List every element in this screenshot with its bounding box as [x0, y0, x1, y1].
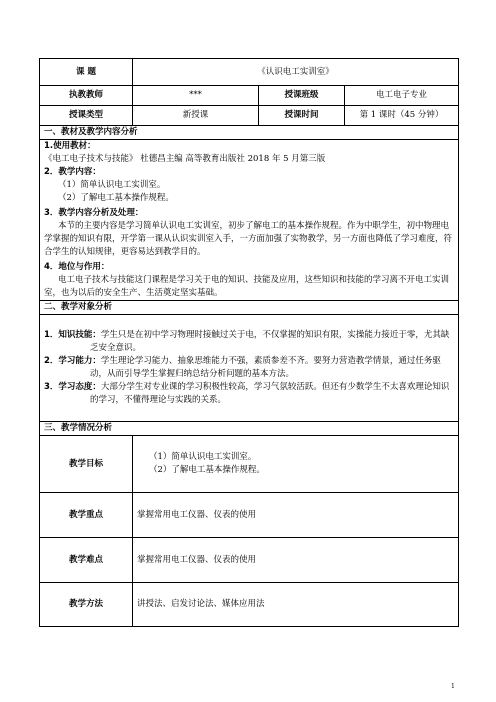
method-row [40, 583, 459, 627]
section-3-heading-row [40, 422, 459, 436]
role-heading: 4．地位与作用： [44, 262, 110, 272]
goal-label: 教学目标 [40, 436, 133, 493]
analysis-heading: 3．教学内容分析及处理： [44, 208, 144, 218]
learning-attitude-text: 大部分学生对专业课的学习积极性较高，学习气氛较活跃。但还有少数学生不太喜欢理论知识的学习，不懂得理论与实践的关系。 [90, 382, 450, 405]
difficulty-row [40, 538, 459, 583]
difficulty-value: 掌握常用电工仪器、仪表的使用 [133, 538, 459, 583]
page-number: 1 [451, 683, 455, 690]
learning-attitude-item [44, 381, 454, 407]
difficulty-label: 教学难点 [40, 538, 133, 583]
section-1-body [40, 140, 459, 301]
role-paragraph: 电工电子技术与技能这门课程是学习关于电的知识、技能及应用，这些知识和技能的学习离不开电工实训室，也为以后的安全生产、生活奠定坚实基础。 [44, 275, 450, 298]
teacher-label: 执教教师 [40, 86, 133, 106]
teacher-row [40, 86, 459, 106]
method-label: 教学方法 [40, 583, 133, 627]
knowledge-skill-label: 1．知识技能： [44, 330, 101, 340]
course-title: 《认识电工实训室》 [133, 59, 459, 86]
content-item-2: （2）了解电工基本操作规程。 [58, 193, 174, 203]
teacher-value: *** [133, 86, 259, 106]
learning-ability-text: 学生理论学习能力、抽象思维能力不强，素质参差不齐。要努力营造教学情景，通过任务驱动，从而引导学生掌握归纳总结分析问题的基本方法。 [90, 356, 441, 379]
time-value: 第 1 课时（45 分钟） [345, 106, 459, 126]
content-heading: 2．教学内容： [44, 167, 101, 177]
type-label: 授课类型 [40, 106, 133, 126]
time-label: 授课时间 [259, 106, 345, 126]
textbook-heading: 1.使用教材： [44, 141, 96, 151]
key-label: 教学重点 [40, 493, 133, 538]
type-row [40, 106, 459, 126]
learning-ability-item [44, 355, 454, 381]
goal-item-2: （2）了解电工基本操作规程。 [149, 465, 265, 475]
section-2-body [40, 315, 459, 422]
section-1-heading: 一、教材及教学内容分析 [40, 126, 459, 140]
course-row [40, 59, 459, 86]
knowledge-skill-item [44, 329, 454, 355]
section-3-heading: 三、教学情况分析 [40, 422, 459, 436]
type-value: 新授课 [133, 106, 259, 126]
course-label: 课 题 [40, 59, 133, 86]
lesson-plan-table [39, 58, 459, 627]
learning-ability-label: 2．学习能力： [44, 356, 101, 366]
goal-value [133, 436, 459, 493]
content-item-1: （1）简单认识电工实训室。 [58, 180, 166, 190]
class-value: 电工电子专业 [345, 86, 459, 106]
textbook-line: 《电工电子技术与技能》 杜德昌主编 高等教育出版社 2018 年 5 月第三版 [44, 154, 326, 164]
section-2-heading-row [40, 301, 459, 315]
class-label: 授课班级 [259, 86, 345, 106]
section-1-body-row [40, 140, 459, 301]
analysis-paragraph: 本节的主要内容是学习简单认识电工实训室，初步了解电工的基本操作规程。作为中职学生，初中物理电学掌握的知识有限，开学第一课从认识实训室入手，一方面加强了实物教学，另一方面也降低了学习难度，符合学生的认知规律，更容易达到教学目的。 [44, 221, 453, 257]
knowledge-skill-text: 学生只是在初中学习物理时接触过关于电，不仅掌握的知识有限，实操能力接近于零，尤其缺乏安全意识。 [90, 330, 450, 353]
key-row [40, 493, 459, 538]
goal-item-1: （1）简单认识电工实训室。 [149, 452, 257, 462]
learning-attitude-label: 3．学习态度： [44, 382, 101, 392]
section-1-heading-row [40, 126, 459, 140]
section-2-body-row [40, 315, 459, 422]
section-2-heading: 二、教学对象分析 [40, 301, 459, 315]
goal-row [40, 436, 459, 493]
method-value: 讲授法、启发讨论法、媒体应用法 [133, 583, 459, 627]
key-value: 掌握常用电工仪器、仪表的使用 [133, 493, 459, 538]
